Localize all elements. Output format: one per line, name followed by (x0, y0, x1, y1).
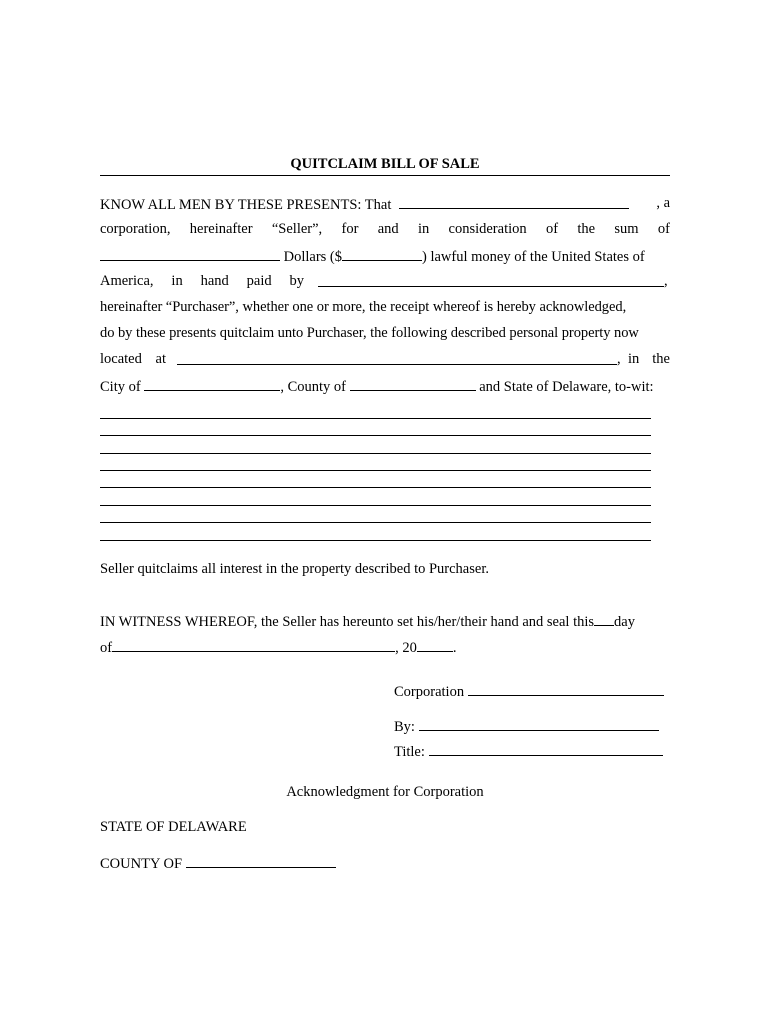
county-line (100, 853, 670, 873)
para1-line7 (100, 350, 670, 368)
day-text: day (614, 614, 635, 630)
county-of-text: , County of (280, 379, 346, 395)
comma-text: , (617, 351, 621, 367)
word: the (577, 221, 596, 237)
state-delaware-text: and State of Delaware, to-wit: (479, 379, 654, 395)
word: consideration (448, 221, 527, 237)
para1-line3 (100, 246, 670, 266)
lawful-money-text: ) lawful money of the United States of (422, 249, 645, 265)
witness-line2 (100, 637, 670, 657)
property-line[interactable] (100, 453, 651, 454)
dollars-amount-field[interactable] (342, 246, 422, 261)
corporation-field[interactable] (468, 681, 664, 696)
document-title: QUITCLAIM BILL OF SALE (290, 156, 480, 172)
word: America, (100, 273, 154, 289)
corporation-signature-line (394, 681, 664, 701)
city-field[interactable] (144, 376, 280, 391)
county-of-field[interactable] (186, 853, 336, 868)
month-field[interactable] (112, 637, 395, 652)
witness-text: IN WITNESS WHEREOF, the Seller has hereunto set his/her/their hand and seal this (100, 614, 595, 630)
word: located (100, 351, 142, 367)
state-of-delaware: STATE OF DELAWARE (100, 819, 247, 835)
corporation-label: Corporation (394, 684, 465, 700)
know-all-men-text: KNOW ALL MEN BY THESE PRESENTS: That (100, 197, 392, 213)
city-of-text: City of (100, 379, 141, 395)
title-label: Title: (394, 744, 425, 760)
word: in (628, 351, 640, 367)
title-signature-line (394, 741, 663, 761)
word: for (341, 221, 359, 237)
title-field[interactable] (429, 741, 663, 756)
seller-name-field[interactable] (399, 194, 629, 209)
word: of (657, 221, 670, 237)
word: of (545, 221, 559, 237)
para1-line6: do by these presents quitclaim unto Purchaser, the following described personal property now (100, 325, 639, 341)
county-label: COUNTY OF (100, 856, 183, 872)
property-line[interactable] (100, 418, 651, 419)
property-line[interactable] (100, 470, 651, 471)
year-prefix-text: , 20 (395, 640, 417, 656)
word: sum (614, 221, 639, 237)
word: “Seller”, (271, 221, 323, 237)
by-signature-line (394, 716, 659, 736)
america-paid-by (100, 272, 304, 290)
title-divider (100, 175, 670, 176)
located-at (100, 350, 166, 368)
comma-text: , (664, 273, 668, 289)
property-line[interactable] (100, 505, 651, 506)
day-field[interactable] (594, 611, 614, 626)
acknowledgment-heading: Acknowledgment for Corporation (286, 784, 484, 800)
para1-line4 (100, 272, 670, 290)
quitclaim-statement: Seller quitclaims all interest in the property described to Purchaser. (100, 561, 489, 577)
word: and (377, 221, 399, 237)
period-text: . (452, 640, 457, 656)
by-field[interactable] (419, 716, 659, 731)
purchaser-name-field[interactable] (318, 272, 664, 287)
property-line[interactable] (100, 487, 651, 488)
dollars-words-field[interactable] (100, 246, 280, 261)
property-line[interactable] (100, 540, 651, 541)
of-text: of (100, 640, 113, 656)
year-field[interactable] (417, 637, 453, 652)
dollars-text: Dollars ($ (283, 249, 343, 265)
word: the (652, 351, 670, 367)
location-field[interactable] (177, 350, 617, 365)
word: by (289, 273, 304, 289)
witness-line1 (100, 611, 670, 631)
para1-line5: hereinafter “Purchaser”, whether one or more, the receipt whereof is hereby acknowledged, (100, 299, 627, 315)
in-the (628, 350, 670, 368)
word: at (155, 351, 166, 367)
word: hereinafter (189, 221, 253, 237)
para1-line2 (100, 220, 670, 238)
comma-a-text: , a (656, 195, 670, 211)
property-line[interactable] (100, 435, 651, 436)
word: hand (200, 273, 229, 289)
para1-line8 (100, 376, 670, 396)
word: in (417, 221, 430, 237)
para1-line1 (100, 194, 670, 214)
by-label: By: (394, 719, 415, 735)
word: corporation, (100, 221, 171, 237)
county-field[interactable] (350, 376, 476, 391)
property-line[interactable] (100, 522, 651, 523)
word: in (171, 273, 183, 289)
word: paid (246, 273, 272, 289)
